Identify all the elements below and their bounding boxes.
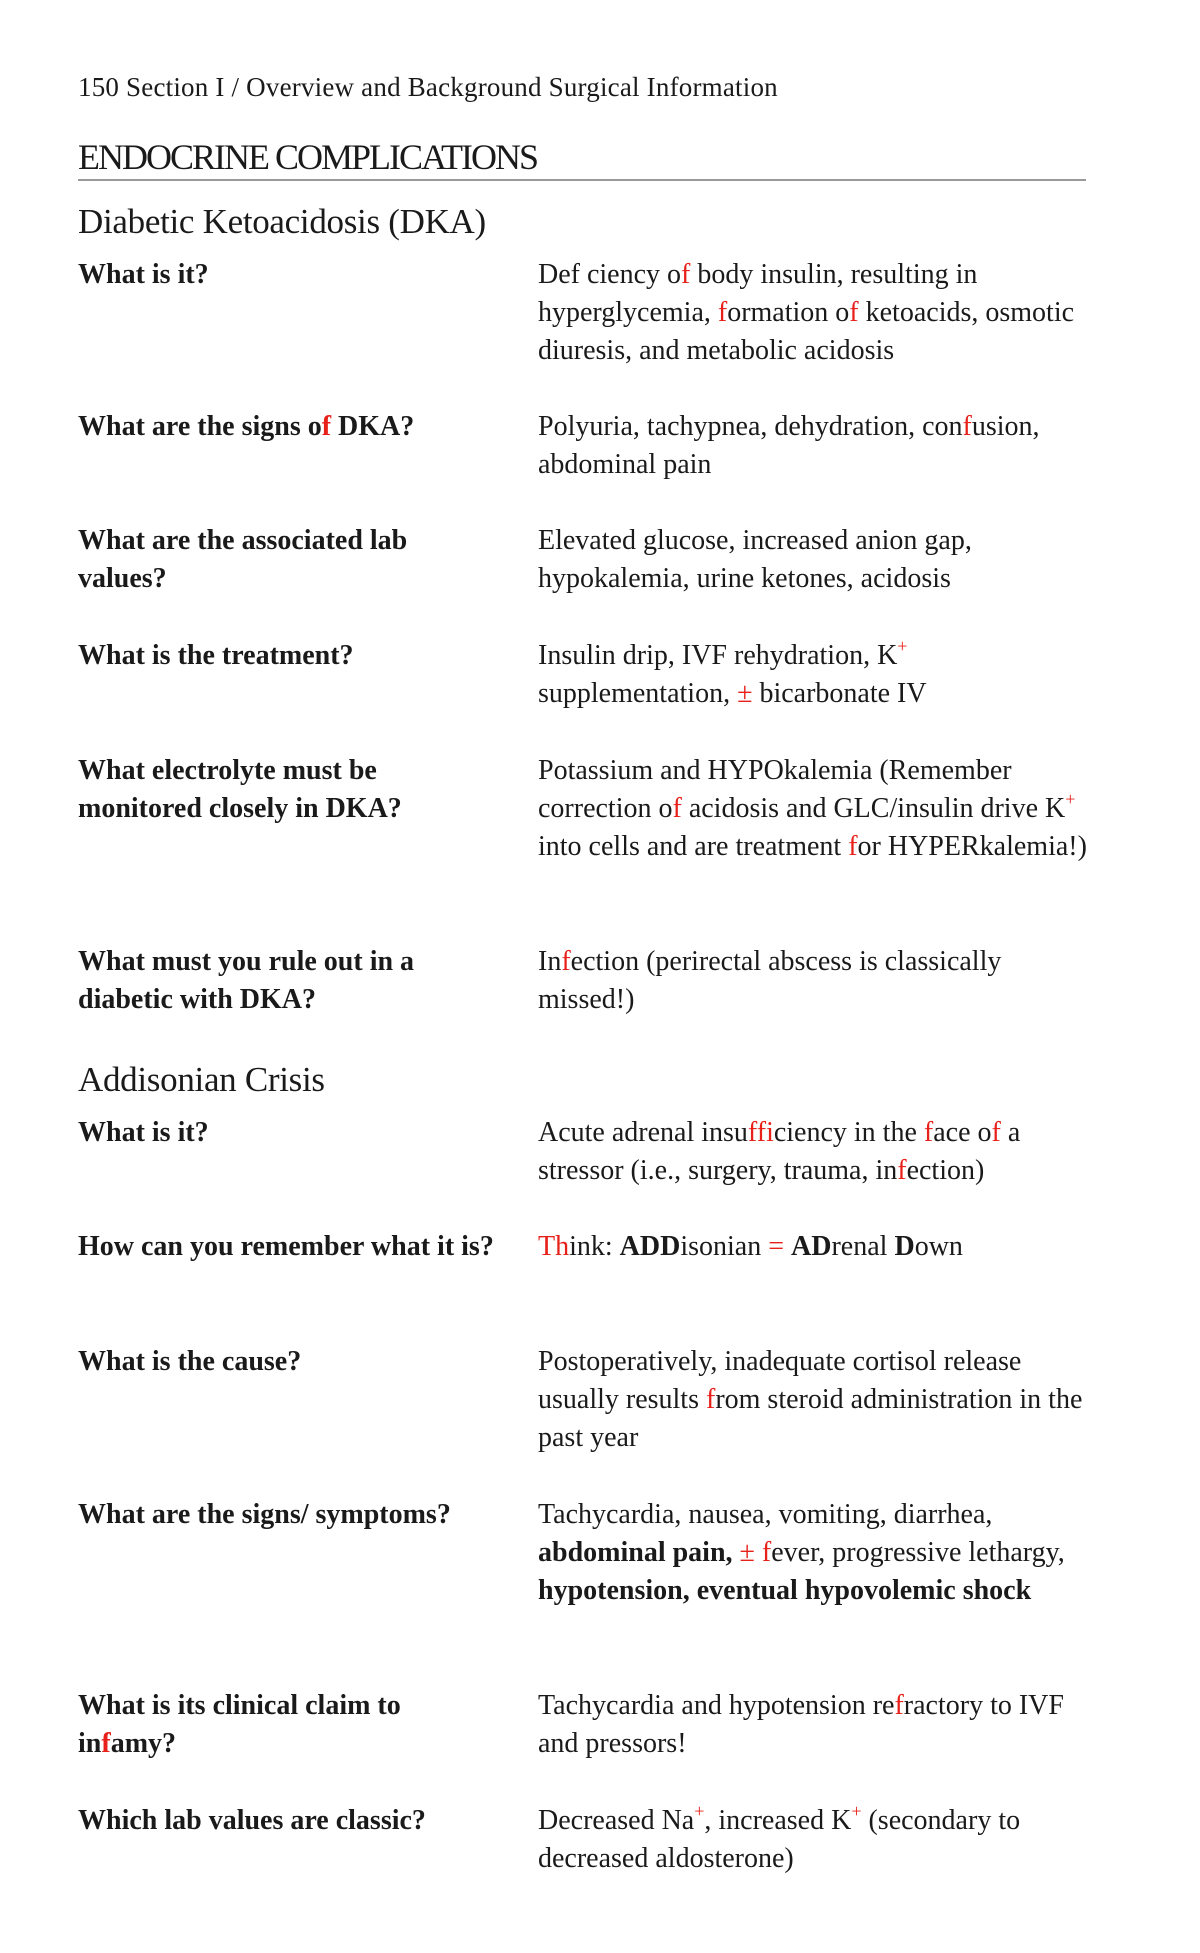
section-title: ENDOCRINE COMPLICATIONS xyxy=(78,137,538,177)
dka-answer-1: Def ciency of body insulin, resulting in hyperglycemia, formation of ketoacids, osmotic diuresis, and metabolic acidosis xyxy=(538,259,1075,366)
dka-answer-2: Polyuria, tachypnea, dehydration, confusion, abdominal pain xyxy=(538,411,1040,480)
running-head: 150 Section I / Overview and Background Surgical Information xyxy=(78,72,778,102)
dka-answer-5: Potassium and HYPOkalemia (Remember correction of acidosis and GLC/insulin drive K+ into cells and are treatment for HYPERkalemia!) xyxy=(538,755,1087,862)
addisonian-question-1: What is it? xyxy=(78,1117,209,1148)
dka-question-2: What are the signs of DKA? xyxy=(78,411,415,442)
section-rule xyxy=(78,179,1086,181)
dka-heading: Diabetic Ketoacidosis (DKA) xyxy=(78,202,486,241)
dka-question-5: What electrolyte must be monitored closely in DKA? xyxy=(78,755,402,824)
dka-question-1: What is it? xyxy=(78,259,209,290)
addisonian-question-3: What is the cause? xyxy=(78,1346,302,1377)
dka-answer-6: Infection (perirectal abscess is classically missed!) xyxy=(538,946,1002,1015)
addisonian-answer-6: Decreased Na+, increased K+ (secondary to decreased aldosterone) xyxy=(538,1801,1021,1874)
dka-question-4: What is the treatment? xyxy=(78,640,354,671)
addisonian-heading: Addisonian Crisis xyxy=(78,1060,325,1099)
addisonian-question-6: Which lab values are classic? xyxy=(78,1805,426,1836)
addisonian-question-4: What are the signs/ symptoms? xyxy=(78,1499,451,1530)
addisonian-question-5: What is its clinical claim to infamy? xyxy=(78,1690,401,1759)
addisonian-answer-1: Acute adrenal insufficiency in the face of a stressor (i.e., surgery, trauma, infection) xyxy=(538,1117,1021,1186)
dka-question-3: What are the associated lab values? xyxy=(78,525,408,594)
addisonian-question-2: How can you remember what it is? xyxy=(78,1231,494,1262)
dka-answer-4: Insulin drip, IVF rehydration, K+ supplementation, ± bicarbonate IV xyxy=(538,636,927,709)
addisonian-answer-4: Tachycardia, nausea, vomiting, diarrhea, abdominal pain, ± fever, progressive lethargy, hypotension, eventual hypovolemic shock xyxy=(538,1499,1065,1606)
dka-question-6: What must you rule out in a diabetic with DKA? xyxy=(78,946,415,1015)
dka-answer-3: Elevated glucose, increased anion gap, hypokalemia, urine ketones, acidosis xyxy=(538,525,972,594)
addisonian-answer-3: Postoperatively, inadequate cortisol release usually results from steroid administration in the past year xyxy=(538,1346,1083,1453)
addisonian-answer-2: Think: ADDisonian = ADrenal Down xyxy=(538,1231,963,1262)
addisonian-answer-5: Tachycardia and hypotension refractory to IVF and pressors! xyxy=(538,1690,1064,1759)
